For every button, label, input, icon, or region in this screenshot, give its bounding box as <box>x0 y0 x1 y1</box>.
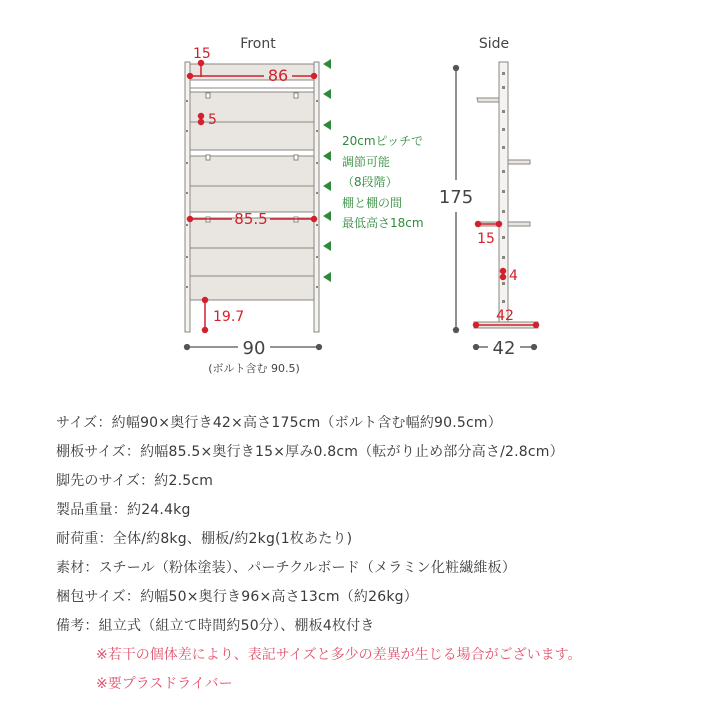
dim-height: 175 <box>438 187 474 208</box>
spec-remarks: 備考：組立式（組立て時間約50分）、棚板4枚付き <box>56 618 375 634</box>
pitch-note-line: 最低高さ18cm <box>342 216 424 230</box>
side-title: Side <box>478 36 510 52</box>
dim-total-depth: 42 <box>492 338 516 359</box>
pitch-note-line: 20cmピッチで <box>342 134 424 148</box>
front-title: Front <box>240 36 276 52</box>
note-screwdriver: ※要プラスドライバー <box>96 676 233 692</box>
front-left-post <box>185 62 190 332</box>
pitch-note-line: 調節可能 <box>342 155 391 169</box>
pitch-note-line: 棚と棚の間 <box>342 196 403 210</box>
spec-foot-size: 脚先のサイズ：約2.5cm <box>56 473 214 489</box>
front-view <box>185 36 424 375</box>
dim-inner-width: 86 <box>267 66 289 85</box>
side-view <box>439 36 539 359</box>
dim-gap: 4 <box>509 268 518 284</box>
spec-shelf-size: 棚板サイズ：約幅85.5×奥行き15×厚み0.8cm（転がり止め部分高さ/2.8cm） <box>56 444 564 460</box>
pitch-note <box>342 134 424 230</box>
spec-package: 梱包サイズ：約幅50×奥行き96×高さ13cm（約26kg） <box>56 589 418 605</box>
dim-foot-height: 19.7 <box>213 309 245 325</box>
dim-shelf-width: 85.5 <box>234 210 268 228</box>
dim-width-note: (ボルト含む 90.5) <box>208 362 300 375</box>
spec-material: 素材：スチール（粉体塗装）、パーチクルボード（メラミン化粧繊維板） <box>56 560 517 576</box>
front-panels <box>190 64 314 300</box>
spec-list <box>56 412 706 702</box>
dim-shelf-gap: 5 <box>208 112 217 128</box>
pitch-note-line: （8段階） <box>342 175 398 189</box>
spec-weight: 製品重量：約24.4kg <box>56 502 191 518</box>
dim-base-depth: 42 <box>496 308 514 324</box>
spec-load: 耐荷重：全体/約8kg、棚板/約2kg(1枚あたり) <box>56 531 353 547</box>
note-size-variance: ※若干の個体差により、表記サイズと多少の差異が生じる場合がございます。 <box>96 647 582 663</box>
dim-top-margin: 15 <box>193 46 211 62</box>
dim-total-width: 90 <box>242 338 266 359</box>
front-right-post <box>314 62 319 332</box>
dim-shelf-depth: 15 <box>477 231 495 247</box>
spec-size: サイズ：約幅90×奥行き42×高さ175cm（ボルト含む幅約90.5cm） <box>56 415 502 431</box>
pitch-arrows <box>323 59 331 282</box>
